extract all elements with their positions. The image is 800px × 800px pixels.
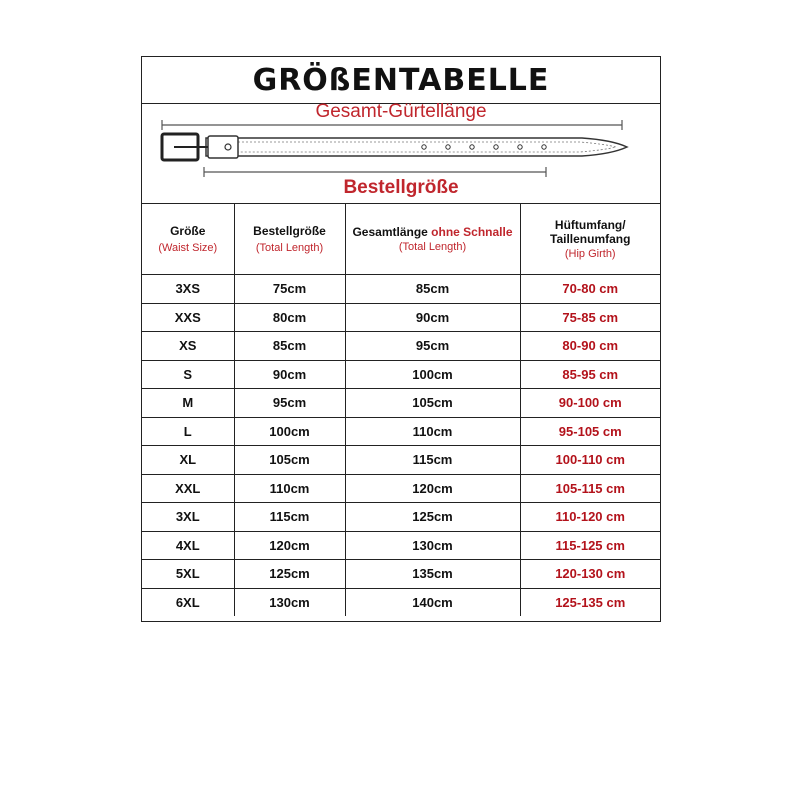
- belt-hole: [494, 145, 498, 149]
- header-total-label: Gesamtlänge: [352, 224, 432, 239]
- table-row: [142, 275, 660, 304]
- hip-cell: 100-110 cm: [520, 446, 660, 475]
- header-size-sub: (Waist Size): [158, 241, 218, 254]
- header-order: [234, 203, 345, 275]
- hip-cell: 95-105 cm: [520, 417, 660, 446]
- belt-hole: [542, 145, 546, 149]
- table-row: [142, 360, 660, 389]
- total-cell: 105cm: [345, 389, 520, 418]
- table-row: [142, 417, 660, 446]
- belt-keeper: [208, 136, 238, 158]
- table-header-row: [142, 203, 660, 275]
- hip-cell: 75-85 cm: [520, 303, 660, 332]
- header-total-sub: (Total Length): [398, 240, 467, 253]
- hip-cell: 125-135 cm: [520, 588, 660, 616]
- order-cell: 90cm: [234, 360, 345, 389]
- size-cell: 5XL: [142, 560, 234, 589]
- belt-hole: [446, 145, 450, 149]
- order-cell: 120cm: [234, 531, 345, 560]
- size-chart: [141, 56, 661, 622]
- total-cell: 110cm: [345, 417, 520, 446]
- belt-hole: [470, 145, 474, 149]
- order-cell: 100cm: [234, 417, 345, 446]
- header-hip-sub: (Hip Girth): [564, 247, 616, 260]
- total-cell: 135cm: [345, 560, 520, 589]
- belt-strap: [206, 138, 627, 156]
- order-cell: 130cm: [234, 588, 345, 616]
- belt-rivet: [225, 144, 231, 150]
- hip-cell: 80-90 cm: [520, 332, 660, 361]
- header-size-label: Größe: [170, 223, 206, 238]
- total-cell: 90cm: [345, 303, 520, 332]
- table-row: [142, 389, 660, 418]
- total-cell: 95cm: [345, 332, 520, 361]
- title-row: [142, 57, 660, 104]
- table-row: [142, 332, 660, 361]
- header-order-label: Bestellgröße: [253, 223, 326, 238]
- order-cell: 80cm: [234, 303, 345, 332]
- total-cell: 85cm: [345, 275, 520, 304]
- header-total-label-red: ohne Schnalle: [431, 224, 513, 239]
- order-cell: 105cm: [234, 446, 345, 475]
- order-cell: 115cm: [234, 503, 345, 532]
- total-cell: 115cm: [345, 446, 520, 475]
- size-cell: M: [142, 389, 234, 418]
- header-total: [345, 203, 520, 275]
- header-order-sub: (Total Length): [255, 241, 324, 254]
- hip-cell: 110-120 cm: [520, 503, 660, 532]
- header-hip-label-1: Hüftumfang/: [554, 217, 626, 232]
- hip-cell: 70-80 cm: [520, 275, 660, 304]
- order-cell: 125cm: [234, 560, 345, 589]
- size-cell: XL: [142, 446, 234, 475]
- table-row: [142, 503, 660, 532]
- hip-cell: 85-95 cm: [520, 360, 660, 389]
- hip-cell: 115-125 cm: [520, 531, 660, 560]
- table-row: [142, 474, 660, 503]
- size-cell: 6XL: [142, 588, 234, 616]
- size-cell: XXL: [142, 474, 234, 503]
- order-cell: 95cm: [234, 389, 345, 418]
- total-cell: 120cm: [345, 474, 520, 503]
- size-cell: S: [142, 360, 234, 389]
- table-row: [142, 588, 660, 616]
- size-cell: XS: [142, 332, 234, 361]
- hip-cell: 120-130 cm: [520, 560, 660, 589]
- order-size-label: Bestellgröße: [343, 177, 459, 198]
- size-table: [142, 203, 660, 616]
- header-size: [142, 203, 234, 275]
- size-cell: 3XL: [142, 503, 234, 532]
- belt-diagram: [142, 103, 660, 204]
- total-cell: 100cm: [345, 360, 520, 389]
- total-cell: 125cm: [345, 503, 520, 532]
- table-row: [142, 303, 660, 332]
- order-cell: 110cm: [234, 474, 345, 503]
- size-cell: 3XS: [142, 275, 234, 304]
- order-cell: 75cm: [234, 275, 345, 304]
- belt-hole: [422, 145, 426, 149]
- belt-hole: [518, 145, 522, 149]
- total-cell: 140cm: [345, 588, 520, 616]
- header-hip-label-2: Taillenumfang: [550, 231, 631, 246]
- hip-cell: 90-100 cm: [520, 389, 660, 418]
- table-row: [142, 560, 660, 589]
- size-cell: 4XL: [142, 531, 234, 560]
- total-cell: 130cm: [345, 531, 520, 560]
- hip-cell: 105-115 cm: [520, 474, 660, 503]
- page-title: GRÖßENTABELLE: [252, 62, 550, 98]
- total-length-label: Gesamt-Gürtellänge: [315, 101, 487, 122]
- order-cell: 85cm: [234, 332, 345, 361]
- table-row: [142, 531, 660, 560]
- table-row: [142, 446, 660, 475]
- header-hip: [520, 203, 660, 275]
- size-cell: L: [142, 417, 234, 446]
- size-cell: XXS: [142, 303, 234, 332]
